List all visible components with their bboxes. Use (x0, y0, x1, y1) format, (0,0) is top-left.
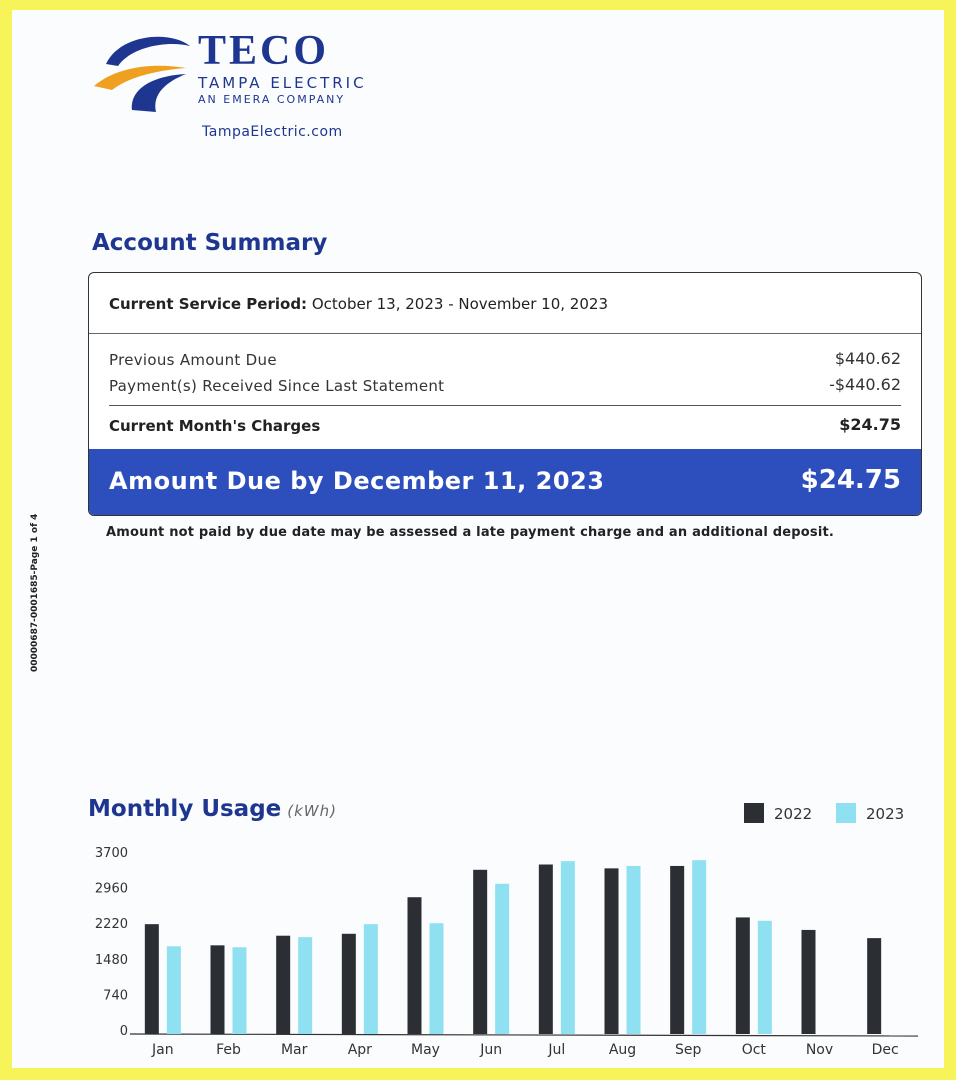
amount-due-value: $24.75 (800, 465, 901, 495)
usage-title-text: Monthly Usage (88, 796, 282, 822)
bar-2023-sep (692, 860, 706, 1034)
bar-2022-may (408, 897, 422, 1034)
legend-label-2023: 2023 (866, 805, 905, 823)
bar-2022-feb (211, 945, 225, 1034)
current-charges-label: Current Month's Charges (109, 417, 321, 435)
x-tick-label: Mar (280, 1042, 308, 1058)
bar-2022-jun (473, 870, 487, 1034)
bar-2023-feb (233, 947, 247, 1034)
x-tick-label: Nov (805, 1042, 834, 1058)
late-payment-note: Amount not paid by due date may be assessed a late payment charge and an additional deposit. (106, 525, 835, 540)
y-tick-label: 2960 (94, 881, 128, 897)
service-period-value: October 13, 2023 - November 10, 2023 (311, 295, 608, 313)
usage-unit: (kWh) (287, 802, 337, 820)
bar-2022-dec (867, 938, 881, 1034)
website-link[interactable]: TampaElectric.com (202, 124, 343, 140)
bar-2022-jul (539, 865, 553, 1034)
bar-2022-aug (605, 868, 619, 1034)
legend-label-2022: 2022 (774, 805, 813, 823)
bar-2023-mar (298, 937, 312, 1034)
x-tick-label: Jan (152, 1042, 174, 1058)
x-tick-label: Jun (480, 1042, 503, 1058)
x-tick-label: Feb (216, 1042, 241, 1058)
page-id: 00000687-0001685-Page 1 of 4 (30, 513, 40, 672)
y-tick-label: 1480 (94, 952, 128, 968)
y-tick-label: 0 (119, 1024, 128, 1039)
bar-2022-nov (802, 930, 816, 1034)
x-axis-line (130, 1034, 918, 1036)
y-tick-label: 2220 (94, 917, 128, 933)
bar-2023-aug (627, 866, 641, 1034)
brand-subtitle: TAMPA ELECTRIC (198, 74, 367, 92)
account-summary-title: Account Summary (92, 230, 328, 256)
amount-due-label: Amount Due by December 11, 2023 (109, 467, 605, 495)
payments-received-value: -$440.62 (829, 375, 901, 394)
bar-2023-oct (758, 921, 772, 1034)
bar-2023-jan (167, 946, 181, 1034)
brand-name: TECO (198, 28, 330, 74)
previous-amount-label: Previous Amount Due (109, 351, 277, 369)
x-tick-label: Dec (871, 1042, 899, 1058)
x-tick-label: May (411, 1042, 440, 1058)
x-tick-label: Aug (608, 1042, 637, 1058)
bar-2022-jan (145, 924, 159, 1034)
current-charges-value: $24.75 (839, 415, 901, 434)
service-period-label: Current Service Period: (109, 295, 308, 313)
x-tick-label: Sep (674, 1042, 702, 1058)
bar-2023-jul (561, 861, 575, 1034)
previous-amount-value: $440.62 (834, 349, 901, 368)
y-tick-label: 740 (103, 988, 128, 1004)
y-tick-label: 3700 (94, 846, 128, 861)
bar-2022-sep (670, 866, 684, 1034)
bar-2022-oct (736, 917, 750, 1034)
x-tick-label: Jul (548, 1042, 566, 1058)
bar-2023-may (430, 923, 444, 1034)
x-tick-label: Apr (347, 1042, 372, 1058)
payments-received-label: Payment(s) Received Since Last Statement (109, 377, 445, 395)
bar-2022-mar (276, 936, 290, 1034)
bar-2022-apr (342, 934, 356, 1034)
bar-2023-apr (364, 924, 378, 1034)
bar-2023-jun (495, 884, 509, 1034)
x-tick-label: Oct (741, 1042, 766, 1058)
brand-tagline: AN EMERA COMPANY (198, 93, 346, 106)
